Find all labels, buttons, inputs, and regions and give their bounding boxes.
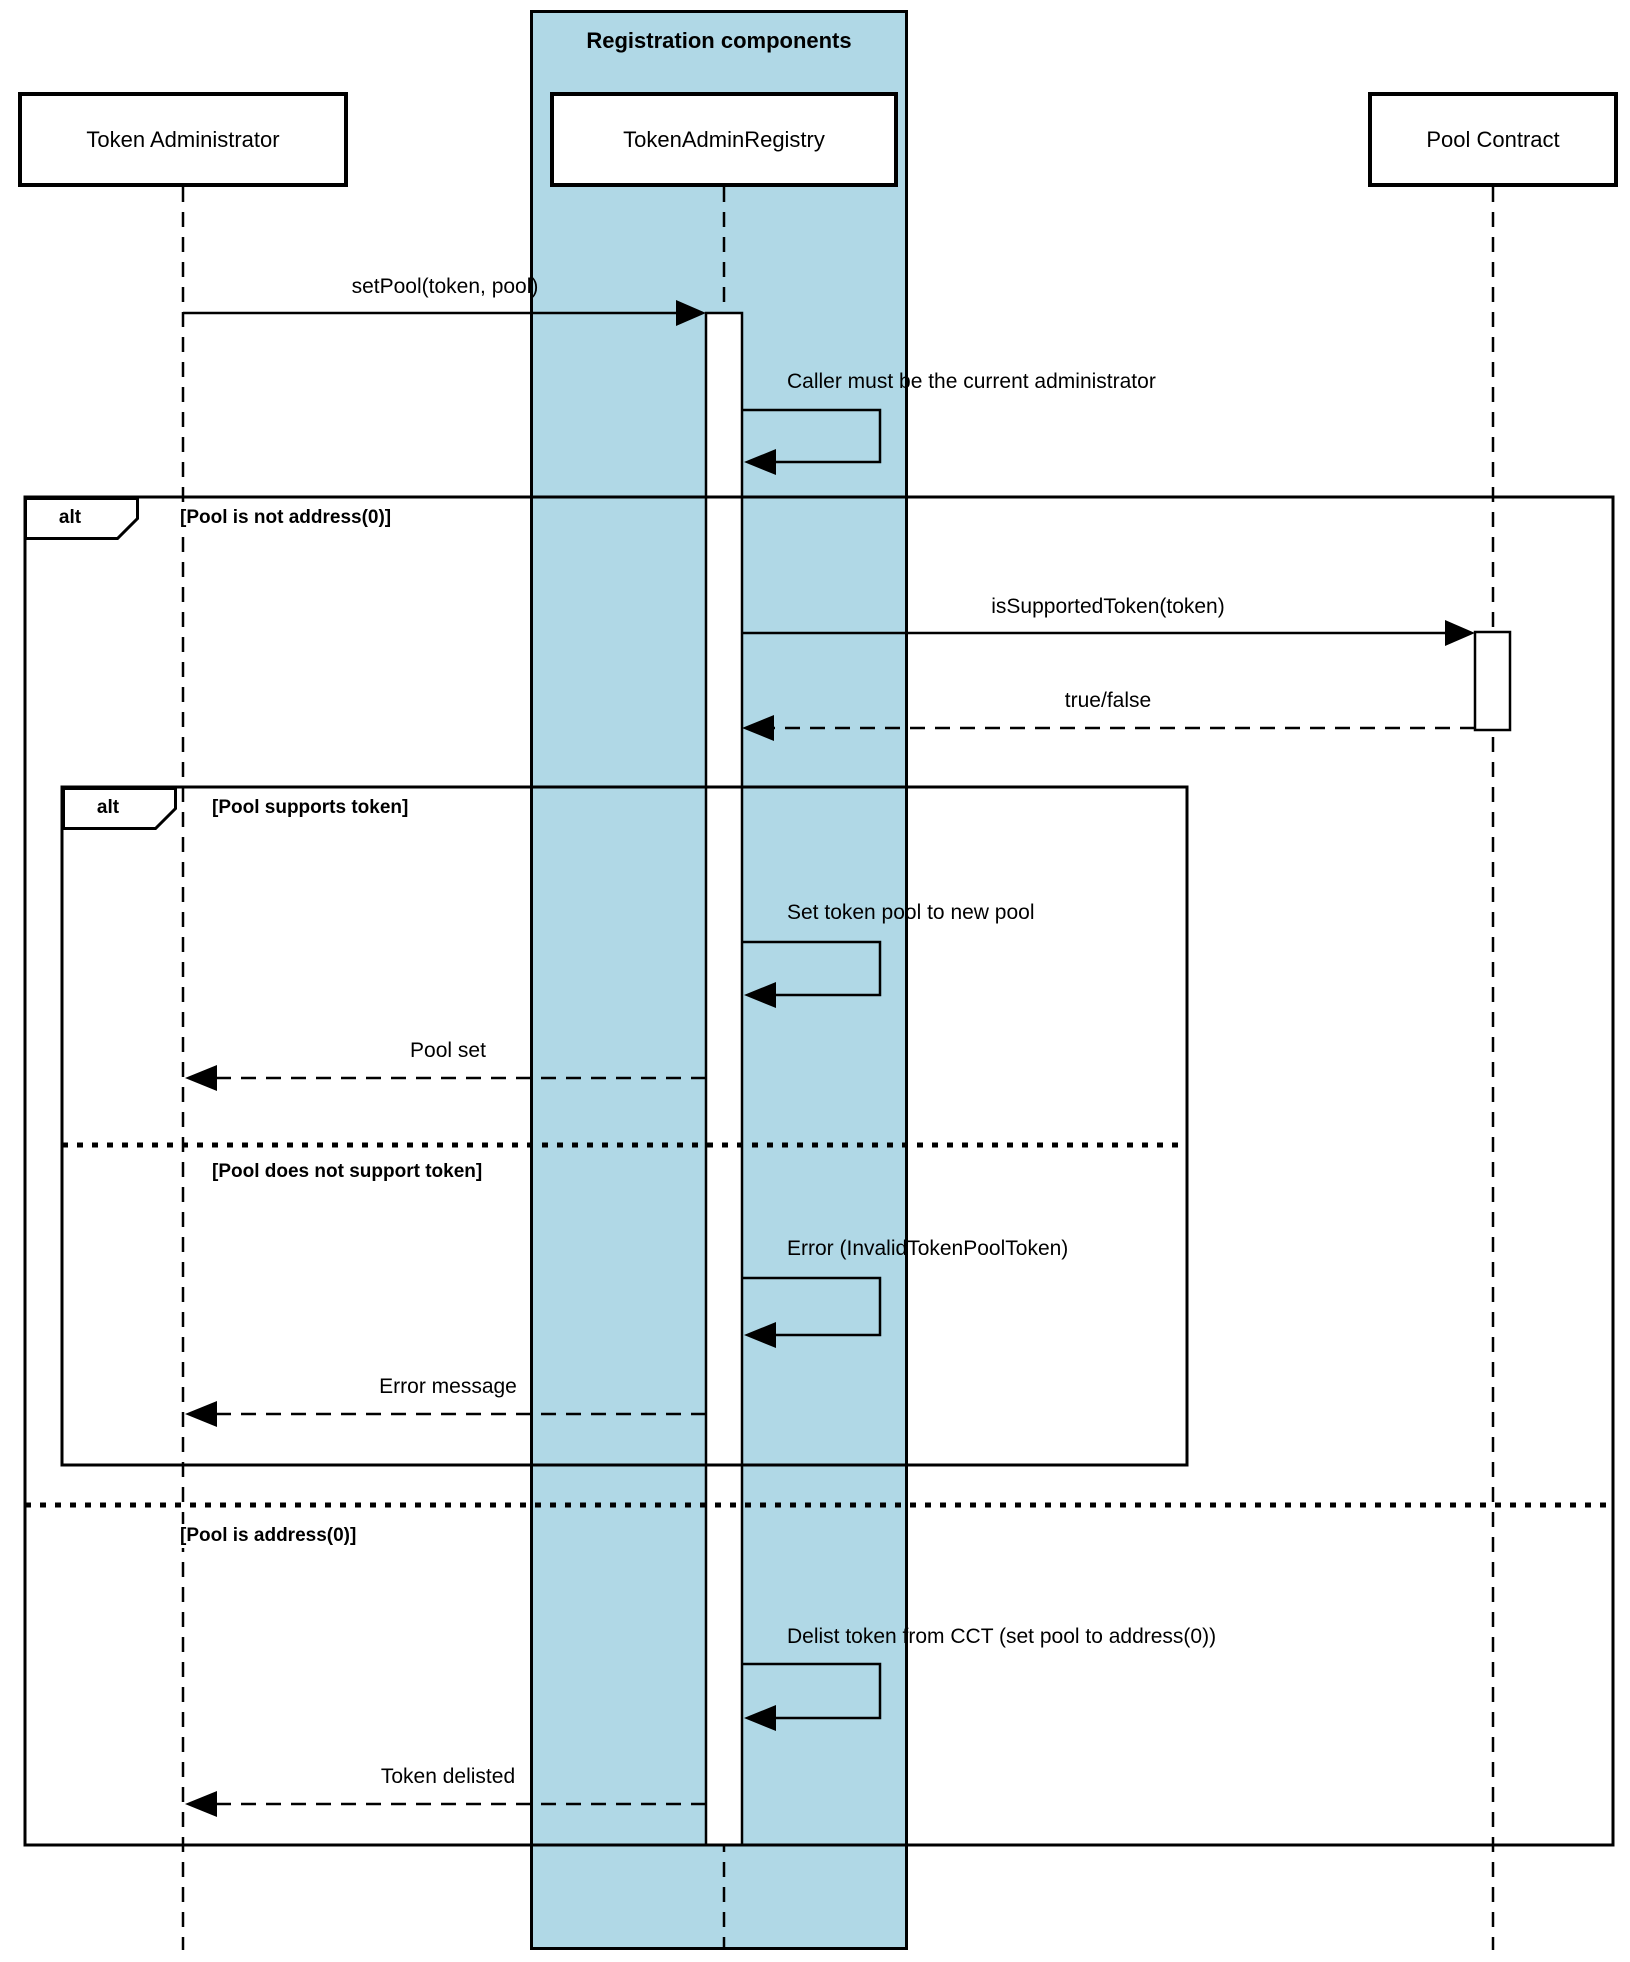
guard-pool-not-address0: [Pool is not address(0)] [176,506,395,530]
region-title: Registration components [586,28,852,53]
message-error-invalid-label: Error (InvalidTokenPoolToken) [787,1237,1069,1260]
lifelines [183,187,1493,1950]
alt-operator-pentagon-outer [26,499,138,539]
participant-pool-contract-label: Pool Contract [1426,126,1560,152]
arrow-token-delisted [185,1791,706,1817]
guard-pool-supports-token: [Pool supports token] [208,796,412,820]
participant-token-admin-registry-label: TokenAdminRegistry [623,126,825,152]
participant-token-administrator [18,92,348,187]
arrow-error-message [185,1401,706,1427]
message-delist-token-label: Delist token from CCT (set pool to address(0)) [787,1625,1217,1648]
activation-registry [706,313,742,1845]
participant-token-admin-registry [550,92,898,187]
arrow-is-supported-token [742,620,1475,646]
alt-frame-inner [62,787,1187,1465]
participant-token-administrator-label: Token Administrator [86,126,280,152]
message-token-delisted-label: Token delisted [380,1765,516,1788]
message-is-supported-token-label: isSupportedToken(token) [991,595,1225,618]
arrow-self-delist [742,1664,880,1731]
arrow-self-set-token-pool [742,942,880,1008]
participant-pool-contract [1368,92,1618,187]
alt-operator-outer: alt [58,507,82,528]
message-pool-set-label: Pool set [410,1039,486,1062]
alt-operator-inner: alt [96,797,120,818]
arrow-self-caller-note [742,410,880,475]
activation-pool [1475,632,1510,730]
message-error-message-label: Error message [379,1375,517,1398]
arrow-pool-set [185,1065,706,1091]
arrow-true-false [742,715,1475,741]
message-set-token-pool-label: Set token pool to new pool [787,901,1035,924]
guard-pool-is-address0: [Pool is address(0)] [176,1524,360,1548]
message-true-false-label: true/false [1064,689,1152,712]
arrow-self-error-invalid [742,1278,880,1348]
message-set-pool-label: setPool(token, pool) [351,275,539,298]
guard-pool-does-not-support-token: [Pool does not support token] [208,1160,486,1184]
alt-operator-pentagon-inner [64,789,176,829]
arrow-set-pool [183,300,706,326]
message-caller-note-label: Caller must be the current administrator [787,370,1156,393]
